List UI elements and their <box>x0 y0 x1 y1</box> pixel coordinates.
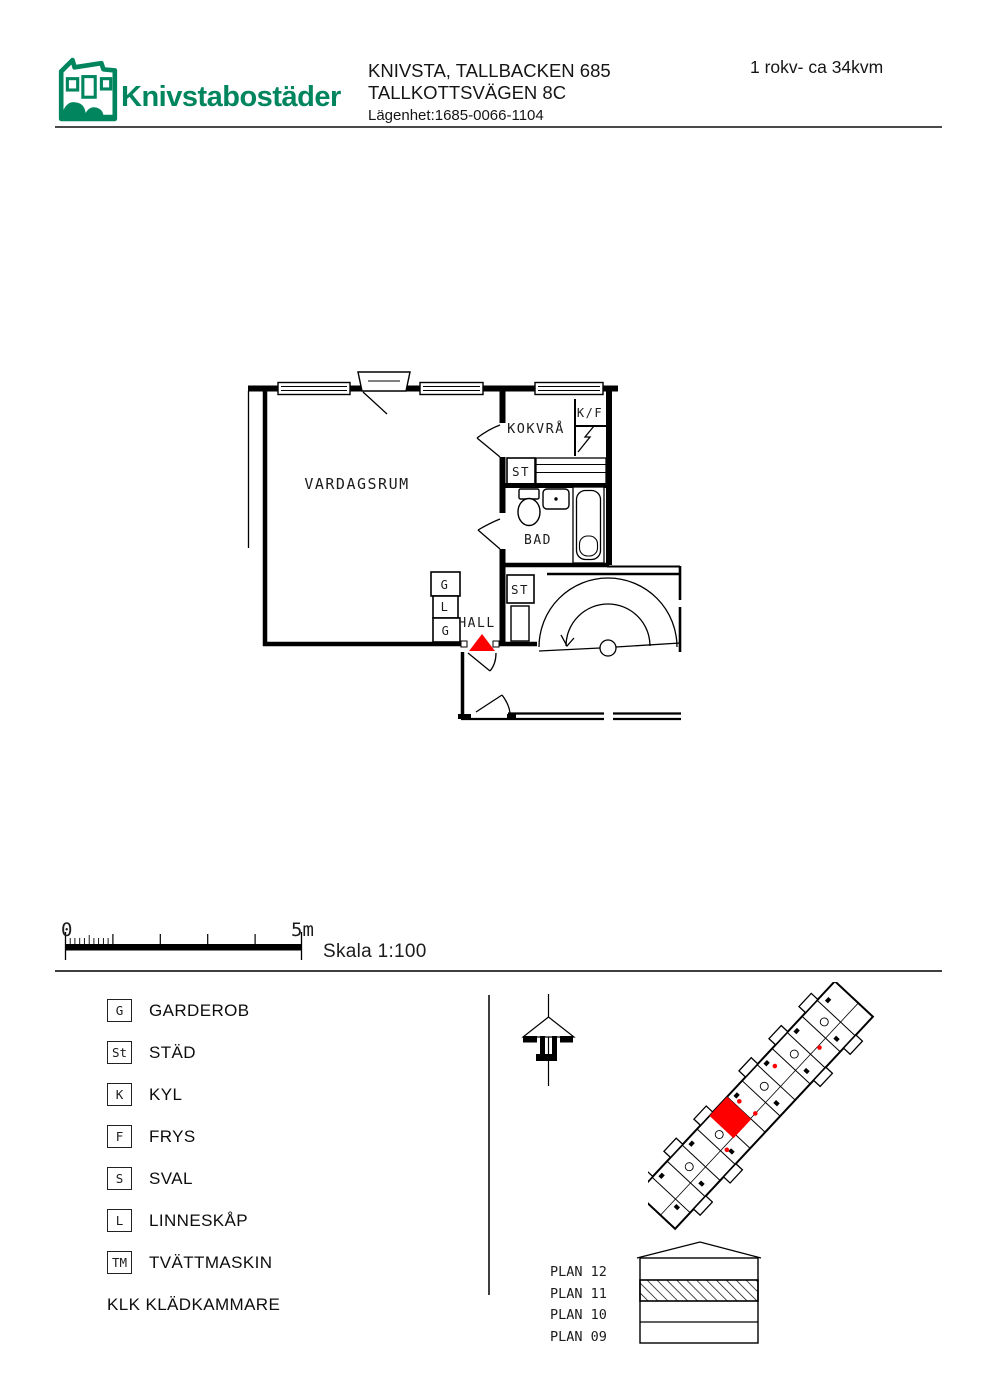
north-arrow-icon <box>514 988 584 1088</box>
scale-bar-body <box>65 944 302 951</box>
legend-row-sval <box>107 1167 193 1190</box>
label-closet-lower: ST <box>510 582 530 597</box>
stair-outer-arc <box>539 578 677 647</box>
legend-note-klk: KLK KLÄDKAMMARE <box>107 1295 281 1314</box>
scale-zero-label: 0 <box>61 919 73 941</box>
legend-label-sval: SVAL <box>149 1168 193 1188</box>
legend-symbol-g: G <box>107 999 132 1022</box>
roof-outline <box>637 1242 761 1258</box>
scale-text: Skala 1:100 <box>323 941 427 962</box>
scale-bar <box>55 912 485 964</box>
legend-symbol-tm: TM <box>107 1251 132 1274</box>
legend-label-frys: FRYS <box>149 1126 196 1146</box>
address-line-1: KNIVSTA, TALLBACKEN 685 <box>368 60 611 81</box>
toilet-tank <box>519 489 539 499</box>
legend-label-garderob: GARDEROB <box>149 1000 250 1020</box>
apartment-size-info: 1 rokv- ca 34kvm <box>750 57 884 77</box>
legend-row-garderob <box>107 999 250 1022</box>
label-bathroom: BAD <box>524 533 552 548</box>
current-floor-band <box>640 1280 758 1301</box>
stairwell <box>539 566 680 656</box>
legend-symbol-f: F <box>107 1125 132 1148</box>
legend-row-kyl <box>107 1083 182 1106</box>
label-linen-closet: L <box>440 600 450 614</box>
window-symbols <box>278 383 603 395</box>
corridor-below <box>458 652 681 719</box>
legend-label-kyl: KYL <box>149 1084 183 1104</box>
floor-label-plan11: PLAN 11 <box>550 1286 607 1302</box>
label-wardrobe-bottom: G <box>441 624 451 638</box>
floor-label-plan12: PLAN 12 <box>550 1264 607 1280</box>
building-overview-map <box>648 982 893 1244</box>
company-logo-text: Knivstabostäder <box>121 81 341 113</box>
sink-drain <box>554 497 557 500</box>
legend-symbol-st: St <box>107 1041 132 1064</box>
fridge-freezer-symbol <box>578 426 594 452</box>
apartment-id: Lägenhet:1685-0066-1104 <box>368 107 544 124</box>
header-divider <box>55 126 942 128</box>
legend-row-tvattmaskin <box>107 1251 272 1274</box>
shaft-box <box>511 606 529 641</box>
legend-symbol-k: K <box>107 1083 132 1106</box>
bathtub-outer <box>573 487 604 563</box>
kitchen-counter <box>536 458 606 484</box>
legend-row-frys <box>107 1125 196 1148</box>
legend-row-linneskap <box>107 1209 248 1232</box>
scale-end-label: 5m <box>291 919 314 941</box>
legend-label-tvattmaskin: TVÄTTMASKIN <box>149 1252 273 1272</box>
door-swings <box>477 425 500 549</box>
scale-minor-ticks <box>70 935 108 944</box>
label-living-room: VARDAGSRUM <box>304 475 410 493</box>
legend-symbol-l: L <box>107 1209 132 1232</box>
entrance-marker-triangle <box>469 634 495 651</box>
section-divider <box>55 970 942 972</box>
legend-symbol-s: S <box>107 1167 132 1190</box>
address-line-2: TALLKOTTSVÄGEN 8C <box>368 82 567 103</box>
legend-divider-vertical <box>488 995 490 1295</box>
company-logo <box>57 57 341 123</box>
label-fridge-freezer: K/F <box>576 406 604 420</box>
bathroom-area <box>505 487 609 565</box>
label-kitchenette: KOKVRÅ <box>507 421 565 437</box>
floor-level-diagram <box>545 1238 775 1350</box>
label-closet-upper: ST <box>511 464 531 479</box>
company-logo-icon <box>57 57 119 123</box>
floor-label-plan09: PLAN 09 <box>550 1329 607 1345</box>
legend-label-linneskap: LINNESKÅP <box>149 1210 249 1230</box>
scale-major-ticks <box>113 934 255 944</box>
address-block <box>368 60 611 127</box>
apartment-floorplan <box>230 360 710 740</box>
legend-label-stad: STÄD <box>149 1042 196 1062</box>
toilet-bowl <box>518 499 540 526</box>
stair-spindle <box>600 640 616 656</box>
entrance <box>461 641 537 671</box>
label-hall: HALL <box>458 616 496 631</box>
label-wardrobe-top: G <box>440 578 450 592</box>
balcony-door <box>358 372 410 414</box>
legend-row-stad <box>107 1041 196 1064</box>
floor-label-plan10: PLAN 10 <box>550 1307 607 1323</box>
